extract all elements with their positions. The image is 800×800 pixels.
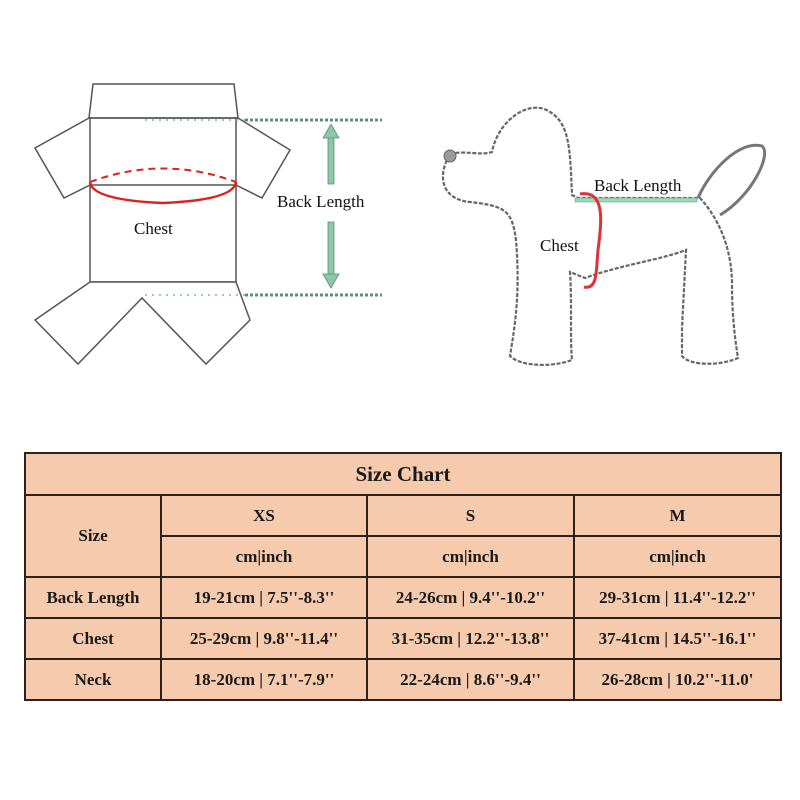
size-xs-header: XS [161,495,367,536]
value-cell: 29-31cm | 11.4''-12.2'' [574,577,781,618]
garment-diagram [20,70,400,370]
size-m-header: M [574,495,781,536]
dog-measurement-illustration [420,100,780,380]
row-label-neck: Neck [25,659,161,700]
garment-back-length-label: Back Length [277,192,365,211]
size-chart-table [24,452,782,701]
row-label-chest: Chest [25,618,161,659]
table-row [25,618,781,659]
garment-chest-label: Chest [134,219,173,238]
dog-back-length-label: Back Length [594,176,682,195]
title-row [25,453,781,495]
table-row [25,577,781,618]
value-cell: 31-35cm | 12.2''-13.8'' [367,618,574,659]
dog-diagram [420,100,780,380]
value-cell: 18-20cm | 7.1''-7.9'' [161,659,367,700]
size-s-header: S [367,495,574,536]
size-header-cell: Size [25,495,161,577]
dog-chest-label: Chest [540,236,579,255]
value-cell: 37-41cm | 14.5''-16.1'' [574,618,781,659]
size-name-row [25,495,781,536]
table-row [25,659,781,700]
unit-cell-s: cm|inch [367,536,574,577]
dog-outline-icon [443,108,738,365]
row-label-back-length: Back Length [25,577,161,618]
garment-measurement-illustration [20,70,400,370]
value-cell: 26-28cm | 10.2''-11.0' [574,659,781,700]
value-cell: 19-21cm | 7.5''-8.3'' [161,577,367,618]
value-cell: 22-24cm | 8.6''-9.4'' [367,659,574,700]
value-cell: 24-26cm | 9.4''-10.2'' [367,577,574,618]
unit-cell-xs: cm|inch [161,536,367,577]
size-chart-title: Size Chart [25,453,781,495]
unit-cell-m: cm|inch [574,536,781,577]
value-cell: 25-29cm | 9.8''-11.4'' [161,618,367,659]
